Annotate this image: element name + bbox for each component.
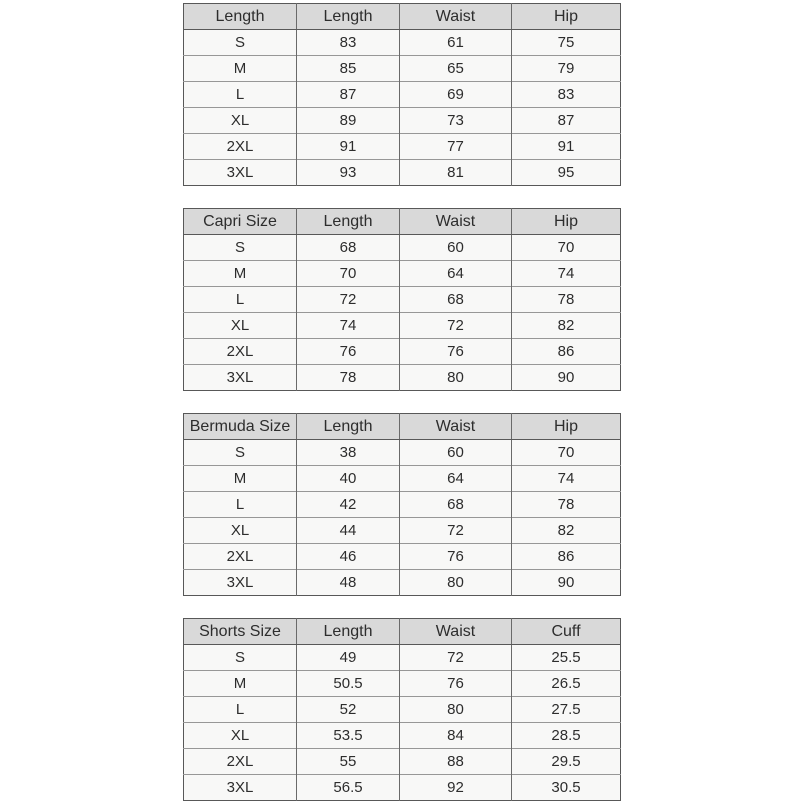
measurement-cell: 85: [297, 56, 400, 82]
table-row: [184, 30, 621, 56]
column-header: Waist: [400, 209, 512, 235]
measurement-cell: 26.5: [512, 671, 621, 697]
measurement-cell: 74: [512, 261, 621, 287]
table-row: [184, 365, 621, 391]
column-header: Capri Size: [184, 209, 297, 235]
size-label-cell: L: [184, 287, 297, 313]
table-row: [184, 544, 621, 570]
table-row: [184, 697, 621, 723]
measurement-cell: 80: [400, 570, 512, 596]
measurement-cell: 77: [400, 134, 512, 160]
column-header: Bermuda Size: [184, 414, 297, 440]
column-header: Waist: [400, 619, 512, 645]
measurement-cell: 89: [297, 108, 400, 134]
measurement-cell: 78: [297, 365, 400, 391]
measurement-cell: 75: [512, 30, 621, 56]
measurement-cell: 92: [400, 775, 512, 801]
column-header: Length: [297, 4, 400, 30]
measurement-cell: 27.5: [512, 697, 621, 723]
column-header: Length: [184, 4, 297, 30]
size-label-cell: 2XL: [184, 339, 297, 365]
table-row: [184, 56, 621, 82]
measurement-cell: 73: [400, 108, 512, 134]
header-row: [184, 4, 621, 30]
measurement-cell: 70: [512, 235, 621, 261]
measurement-cell: 53.5: [297, 723, 400, 749]
table-row: [184, 160, 621, 186]
column-header: Length: [297, 414, 400, 440]
measurement-cell: 25.5: [512, 645, 621, 671]
size-label-cell: 2XL: [184, 749, 297, 775]
size-label-cell: 2XL: [184, 134, 297, 160]
size-label-cell: M: [184, 56, 297, 82]
table-row: [184, 261, 621, 287]
size-charts-container: [183, 3, 616, 801]
column-header: Length: [297, 619, 400, 645]
table-row: [184, 339, 621, 365]
measurement-cell: 80: [400, 697, 512, 723]
size-label-cell: S: [184, 645, 297, 671]
measurement-cell: 29.5: [512, 749, 621, 775]
measurement-cell: 95: [512, 160, 621, 186]
measurement-cell: 55: [297, 749, 400, 775]
table-row: [184, 645, 621, 671]
measurement-cell: 83: [297, 30, 400, 56]
measurement-cell: 72: [400, 313, 512, 339]
measurement-cell: 64: [400, 466, 512, 492]
size-label-cell: XL: [184, 518, 297, 544]
table-row: [184, 313, 621, 339]
size-label-cell: M: [184, 671, 297, 697]
table-row: [184, 570, 621, 596]
table-row: [184, 671, 621, 697]
measurement-cell: 82: [512, 313, 621, 339]
table-row: [184, 440, 621, 466]
measurement-cell: 65: [400, 56, 512, 82]
capri-size-table: [183, 208, 621, 391]
measurement-cell: 60: [400, 235, 512, 261]
measurement-cell: 30.5: [512, 775, 621, 801]
measurement-cell: 61: [400, 30, 512, 56]
size-label-cell: XL: [184, 723, 297, 749]
measurement-cell: 68: [297, 235, 400, 261]
table-row: [184, 518, 621, 544]
measurement-cell: 68: [400, 492, 512, 518]
measurement-cell: 90: [512, 570, 621, 596]
size-label-cell: S: [184, 30, 297, 56]
column-header: Hip: [512, 4, 621, 30]
table-row: [184, 287, 621, 313]
column-header: Waist: [400, 4, 512, 30]
measurement-cell: 79: [512, 56, 621, 82]
measurement-cell: 40: [297, 466, 400, 492]
table-row: [184, 723, 621, 749]
measurement-cell: 42: [297, 492, 400, 518]
measurement-cell: 49: [297, 645, 400, 671]
measurement-cell: 46: [297, 544, 400, 570]
measurement-cell: 76: [400, 544, 512, 570]
measurement-cell: 91: [297, 134, 400, 160]
table-row: [184, 134, 621, 160]
size-label-cell: L: [184, 697, 297, 723]
column-header: Hip: [512, 209, 621, 235]
table-row: [184, 492, 621, 518]
header-row: [184, 414, 621, 440]
measurement-cell: 70: [297, 261, 400, 287]
measurement-cell: 81: [400, 160, 512, 186]
size-label-cell: XL: [184, 108, 297, 134]
measurement-cell: 80: [400, 365, 512, 391]
size-label-cell: 3XL: [184, 160, 297, 186]
measurement-cell: 87: [512, 108, 621, 134]
measurement-cell: 64: [400, 261, 512, 287]
measurement-cell: 72: [400, 645, 512, 671]
measurement-cell: 70: [512, 440, 621, 466]
measurement-cell: 93: [297, 160, 400, 186]
measurement-cell: 76: [400, 671, 512, 697]
table-row: [184, 108, 621, 134]
pants-size-table: [183, 3, 621, 186]
size-label-cell: M: [184, 466, 297, 492]
measurement-cell: 72: [400, 518, 512, 544]
measurement-cell: 83: [512, 82, 621, 108]
measurement-cell: 56.5: [297, 775, 400, 801]
column-header: Waist: [400, 414, 512, 440]
measurement-cell: 88: [400, 749, 512, 775]
table-row: [184, 235, 621, 261]
column-header: Hip: [512, 414, 621, 440]
measurement-cell: 84: [400, 723, 512, 749]
measurement-cell: 48: [297, 570, 400, 596]
table-row: [184, 749, 621, 775]
measurement-cell: 82: [512, 518, 621, 544]
measurement-cell: 69: [400, 82, 512, 108]
measurement-cell: 50.5: [297, 671, 400, 697]
measurement-cell: 60: [400, 440, 512, 466]
measurement-cell: 28.5: [512, 723, 621, 749]
size-label-cell: 3XL: [184, 570, 297, 596]
measurement-cell: 76: [297, 339, 400, 365]
measurement-cell: 78: [512, 492, 621, 518]
size-label-cell: L: [184, 82, 297, 108]
column-header: Length: [297, 209, 400, 235]
header-row: [184, 209, 621, 235]
measurement-cell: 74: [297, 313, 400, 339]
size-label-cell: XL: [184, 313, 297, 339]
measurement-cell: 74: [512, 466, 621, 492]
measurement-cell: 86: [512, 544, 621, 570]
measurement-cell: 68: [400, 287, 512, 313]
measurement-cell: 76: [400, 339, 512, 365]
shorts-size-table: [183, 618, 621, 801]
measurement-cell: 86: [512, 339, 621, 365]
measurement-cell: 78: [512, 287, 621, 313]
size-label-cell: 2XL: [184, 544, 297, 570]
table-row: [184, 466, 621, 492]
measurement-cell: 44: [297, 518, 400, 544]
column-header: Cuff: [512, 619, 621, 645]
size-label-cell: L: [184, 492, 297, 518]
measurement-cell: 91: [512, 134, 621, 160]
bermuda-size-table: [183, 413, 621, 596]
column-header: Shorts Size: [184, 619, 297, 645]
size-label-cell: M: [184, 261, 297, 287]
measurement-cell: 87: [297, 82, 400, 108]
size-label-cell: S: [184, 235, 297, 261]
size-label-cell: 3XL: [184, 365, 297, 391]
measurement-cell: 52: [297, 697, 400, 723]
table-row: [184, 775, 621, 801]
header-row: [184, 619, 621, 645]
measurement-cell: 90: [512, 365, 621, 391]
size-label-cell: S: [184, 440, 297, 466]
table-row: [184, 82, 621, 108]
measurement-cell: 72: [297, 287, 400, 313]
size-label-cell: 3XL: [184, 775, 297, 801]
measurement-cell: 38: [297, 440, 400, 466]
